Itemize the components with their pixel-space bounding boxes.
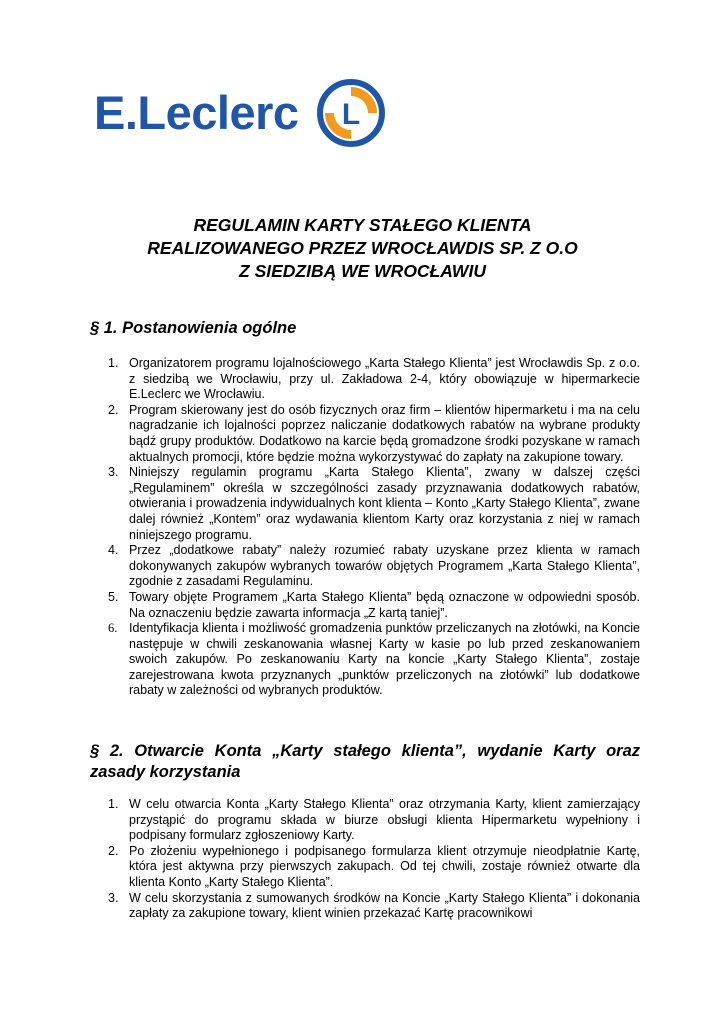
item-number: 2. [108,843,119,858]
list-item [90,621,640,699]
item-text: Identyfikacja klienta i możliwość gromadzenia punktów przeliczanych na złotówki, na Koncie następuje w chwili zeskanowania własnej Karty w kasie po lub przed zeskanowaniem swoich zakupów. Po zeskanowaniu Karty na koncie „Karty Stałego Klienta”, zostaje zarejestrowana kwota przyznanych „punktów przeliczonych na złotówki” lub dodatkowe rabaty w zależności od wybranych produktów. [129,621,640,698]
item-number: 1. [108,797,119,811]
item-number: 2. [108,402,119,417]
item-text: W celu otwarcia Konta „Karty Stałego Klienta” oraz otrzymania Karty, klient zamierzający przystąpić do programu składa w biurze obsługi klienta Hipermarketu wypełniony i podpisany formularz zgłoszeniowy Karty. [129,797,640,843]
list-item [90,891,640,922]
title-line-1: REGULAMIN KARTY STAŁEGO KLIENTA [193,215,532,235]
list-item [90,465,640,543]
list-item [90,590,640,621]
item-text: Organizatorem programu lojalnościowego „Karta Stałego Klienta” jest Wrocławdis Sp. z o.o. z siedzibą we Wrocławiu, przy ul. Zakładowa 2-4, który obowiązuje w hipermarkecie E.Leclerc we Wrocławiu. [129,356,640,402]
item-text: Program skierowany jest do osób fizycznych oraz firm – klientów hipermarketu i ma na celu nagradzanie ich lojalności poprzez naliczanie dodatkowych rabatów na wybrane produkty bądź grupy produktów. Dodatkowo na karcie będą gromadzone środki pozyskane w ramach aktualnych promocji, które będzie można wykorzystywać do zapłaty na zakupione towary. [129,402,640,464]
logo-brand-text: E.Leclerc [94,86,299,139]
list-item [90,543,640,590]
item-text: Po złożeniu wypełnionego i podpisanego formularza klient otrzymuje nieodpłatnie Kartę, która jest aktywna przy pierwszych zakupach. Od tej chwili, zostaje również otwarte dla klienta Konto „Karty Stałego Klienta”. [129,843,640,889]
item-text: Niniejszy regulamin programu „Karta Stałego Klienta”, zwany w dalszej części „Regulaminem” określa w szczególności zasady przyznawania dodatkowych rabatów, otwierania i prowadzenia indywidualnych kont klienta – Konto „Karty Stałego Klienta”, zwane dalej również „Kontem” oraz wydawania klientom Karty oraz korzystania z niej w ramach niniejszego programu. [129,465,640,542]
item-number: 6. [108,621,118,636]
title-line-3: Z SIEDZIBĄ WE WROCŁAWIU [239,261,486,281]
title-line-2: REALIZOWANEGO PRZEZ WROCŁAWDIS SP. Z O.O [147,238,578,258]
item-number: 4. [108,543,119,558]
item-text: Towary objęte Programem „Karta Stałego Klienta” będą oznaczone w odpowiedni sposób. Na oznaczeniu będzie zawarta informacja „Z kartą taniej”. [129,589,640,620]
list-item [90,797,640,844]
logo-mark-letter: L [341,98,361,131]
item-number: 1. [108,356,119,370]
list-item [90,844,640,891]
section-1-list [90,356,640,699]
section-1-heading: § 1. Postanowienia ogólne [90,319,297,337]
list-item [90,403,640,465]
item-text: W celu skorzystania z sumowanych środków na Koncie „Karty Stałego Klienta” i dokonania zapłaty za zakupione towary, klient winien przekazać Kartę pracownikowi [129,890,640,921]
list-item [90,356,640,403]
item-number: 3. [108,890,119,905]
document-title [90,214,635,283]
section-2-list [90,797,640,922]
section-2-heading: § 2. Otwarcie Konta „Karty stałego klienta”, wydanie Karty oraz zasady korzystania [90,742,640,781]
leclerc-l-mark-icon [317,79,385,147]
item-number: 3. [108,465,119,480]
item-text: Przez „dodatkowe rabaty” należy rozumieć rabaty uzyskane przez klienta w ramach dokonywanych zakupów wybranych towarów objętych Programem „Karta Stałego Klienta”, zgodnie z zasadami Regulaminu. [129,543,640,589]
leclerc-logo [94,79,394,149]
item-number: 5. [108,589,119,604]
